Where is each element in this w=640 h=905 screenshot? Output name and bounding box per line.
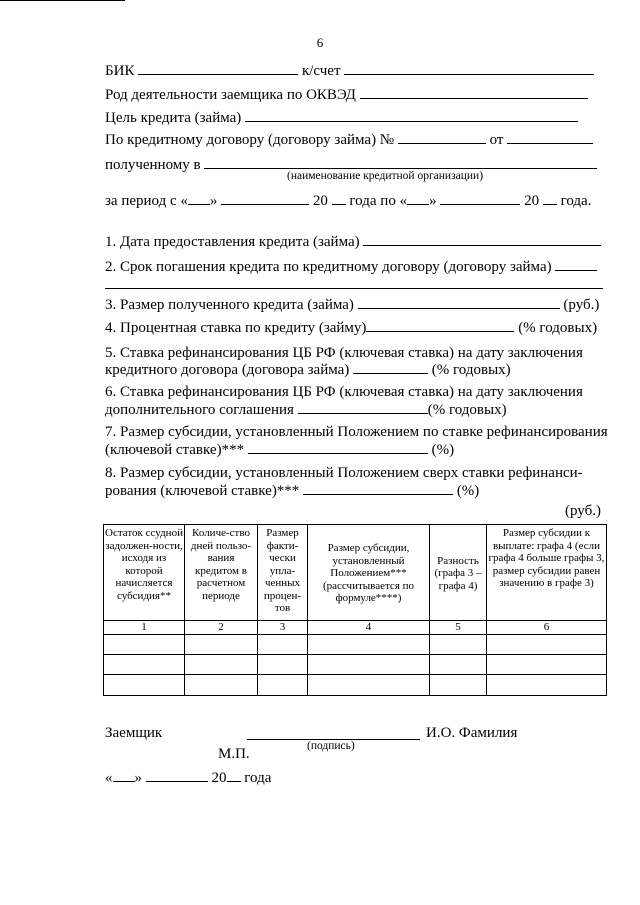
- table-cell[interactable]: [487, 655, 607, 675]
- contract-label: По кредитному договору (договору займа) №: [105, 132, 395, 148]
- item-6-line-1: 6. Ставка рефинансирования ЦБ РФ (ключевая ставка) на дату заключения: [105, 384, 583, 400]
- signature-caption: (подпись): [307, 740, 355, 752]
- table-cell[interactable]: [430, 635, 487, 655]
- date-quote-close: »: [134, 770, 142, 786]
- credit-org-field[interactable]: [204, 155, 597, 169]
- sign-day-field[interactable]: [113, 768, 135, 782]
- col-header-6: Размер субсидии к выплате: графа 4 (если графа 4 больше графы 3, размер субсидии равен значению в графе 3): [487, 525, 607, 621]
- item-7-unit: (%): [431, 442, 455, 458]
- table-cell[interactable]: [308, 635, 430, 655]
- period-start-year-field[interactable]: [332, 191, 346, 205]
- item-3-unit: (руб.): [563, 297, 600, 313]
- col-number-6: 6: [487, 621, 607, 635]
- table-cell[interactable]: [308, 675, 430, 696]
- table-cell[interactable]: [430, 655, 487, 675]
- item-8-line-1: 8. Размер субсидии, установленный Положением сверх ставки рефинанси-: [105, 465, 583, 481]
- col-number-4: 4: [308, 621, 430, 635]
- col-number-3: 3: [258, 621, 308, 635]
- refinancing-rate-agreement-field[interactable]: [298, 400, 428, 414]
- sign-year-word: года: [244, 770, 272, 786]
- item-1: [105, 232, 601, 251]
- col-header-4: Размер субсидии, установленный Положением*** (рассчитывается по формуле****): [308, 525, 430, 621]
- period-start-day-field[interactable]: [188, 191, 210, 205]
- purpose-line: [105, 108, 578, 127]
- item-5-label: кредитного договора (договора займа): [105, 362, 350, 378]
- subsidy-rate-field[interactable]: [248, 440, 428, 454]
- sign-year-field[interactable]: [227, 768, 241, 782]
- okved-field[interactable]: [360, 85, 588, 99]
- item-5-line-1: 5. Ставка рефинансирования ЦБ РФ (ключевая ставка) на дату заключения: [105, 345, 583, 361]
- purpose-label: Цель кредита (займа): [105, 110, 242, 126]
- table-cell[interactable]: [308, 655, 430, 675]
- table-cell[interactable]: [258, 655, 308, 675]
- contract-date-field[interactable]: [507, 130, 593, 144]
- item-4-label: 4. Процентная ставка по кредиту (займу): [105, 320, 367, 336]
- item-6-label: дополнительного соглашения: [105, 402, 294, 418]
- period-mid-label: года по «: [349, 193, 408, 209]
- org-caption: (наименование кредитной организации): [287, 170, 484, 182]
- contract-from-label: от: [489, 132, 504, 148]
- table-header-row: [104, 525, 607, 621]
- period-end-month-field[interactable]: [440, 191, 520, 205]
- col-header-2: Количе-ство дней пользо-вания кредитом в расчетном периоде: [185, 525, 258, 621]
- bik-field[interactable]: [138, 61, 298, 75]
- table-cell[interactable]: [430, 675, 487, 696]
- page-number: 6: [316, 35, 324, 50]
- subsidy-over-rate-field[interactable]: [303, 481, 453, 495]
- repayment-term-field-cont[interactable]: [105, 275, 603, 289]
- item-7-label: (ключевой ставке)***: [105, 442, 245, 458]
- account-label: к/счет: [301, 63, 341, 79]
- purpose-field[interactable]: [245, 108, 578, 122]
- sign-month-field[interactable]: [146, 768, 208, 782]
- period-year-2: 20: [524, 193, 540, 209]
- item-8-label: рования (ключевой ставке)***: [105, 483, 300, 499]
- table-number-row: [104, 621, 607, 635]
- period-end-year-field[interactable]: [543, 191, 557, 205]
- period-start-month-field[interactable]: [221, 191, 309, 205]
- period-from-label: за период с «: [105, 193, 188, 209]
- period-quote-2: »: [429, 193, 437, 209]
- received-label: полученному в: [105, 157, 201, 173]
- table-row: [104, 635, 607, 655]
- table-cell[interactable]: [185, 635, 258, 655]
- period-line: [105, 191, 591, 210]
- sign-year-prefix: 20: [211, 770, 227, 786]
- bik-line: [105, 61, 594, 80]
- account-field[interactable]: [344, 61, 594, 75]
- item-6-unit: (% годовых): [427, 402, 507, 418]
- item-3-label: 3. Размер полученного кредита (займа): [105, 297, 354, 313]
- period-end-label: года.: [560, 193, 592, 209]
- col-header-1: Остаток ссудной задолжен-ности, исходя из которой начисляется субсидия**: [104, 525, 185, 621]
- col-number-5: 5: [430, 621, 487, 635]
- table-row: [104, 655, 607, 675]
- table-cell[interactable]: [185, 675, 258, 696]
- credit-amount-field[interactable]: [358, 295, 560, 309]
- table-cell[interactable]: [487, 635, 607, 655]
- item-8-unit: (%): [456, 483, 480, 499]
- repayment-term-field[interactable]: [555, 257, 597, 271]
- period-end-day-field[interactable]: [407, 191, 429, 205]
- item-2: [105, 257, 597, 276]
- item-2-continuation: [105, 275, 603, 294]
- interest-rate-field[interactable]: [366, 318, 514, 332]
- top-rule: [0, 0, 125, 1]
- item-6-line-2: [105, 400, 507, 419]
- item-7-line-2: [105, 440, 454, 459]
- item-5-line-2: [105, 360, 511, 379]
- table-cell[interactable]: [104, 675, 185, 696]
- contract-number-field[interactable]: [398, 130, 486, 144]
- col-header-3: Размер факти-чески упла-ченных процен-тов: [258, 525, 308, 621]
- subsidy-table: [103, 524, 607, 696]
- bik-label: БИК: [105, 63, 135, 79]
- period-year-1: 20: [312, 193, 328, 209]
- table-cell[interactable]: [487, 675, 607, 696]
- table-unit: (руб.): [565, 503, 601, 519]
- table-cell[interactable]: [185, 655, 258, 675]
- name-label: И.О. Фамилия: [426, 725, 518, 741]
- okved-line: [105, 85, 588, 104]
- period-quote-1: »: [209, 193, 218, 209]
- okved-label: Род деятельности заемщика по ОКВЭД: [105, 87, 356, 103]
- item-3: [105, 295, 599, 314]
- contract-line: [105, 130, 593, 149]
- table-cell[interactable]: [104, 655, 185, 675]
- col-number-2: 2: [185, 621, 258, 635]
- date-quote-open: «: [105, 770, 113, 786]
- credit-date-field[interactable]: [363, 232, 601, 246]
- item-4: [105, 318, 597, 337]
- table-cell[interactable]: [258, 635, 308, 655]
- table-cell[interactable]: [258, 675, 308, 696]
- refinancing-rate-contract-field[interactable]: [353, 360, 428, 374]
- item-1-label: 1. Дата предоставления кредита (займа): [105, 234, 360, 250]
- item-5-unit: (% годовых): [431, 362, 511, 378]
- table-row: [104, 675, 607, 696]
- table-cell[interactable]: [104, 635, 185, 655]
- sign-date-line: [105, 768, 271, 787]
- stamp-label: М.П.: [218, 746, 250, 762]
- item-4-unit: (% годовых): [518, 320, 598, 336]
- item-2-label: 2. Срок погашения кредита по кредитному договору (договору займа): [105, 259, 552, 275]
- col-number-1: 1: [104, 621, 185, 635]
- borrower-label: Заемщик: [105, 725, 163, 741]
- item-7-line-1: 7. Размер субсидии, установленный Положением по ставке рефинансирования: [105, 424, 608, 440]
- item-8-line-2: [105, 481, 479, 500]
- col-header-5: Разность (графа 3 – графа 4): [430, 525, 487, 621]
